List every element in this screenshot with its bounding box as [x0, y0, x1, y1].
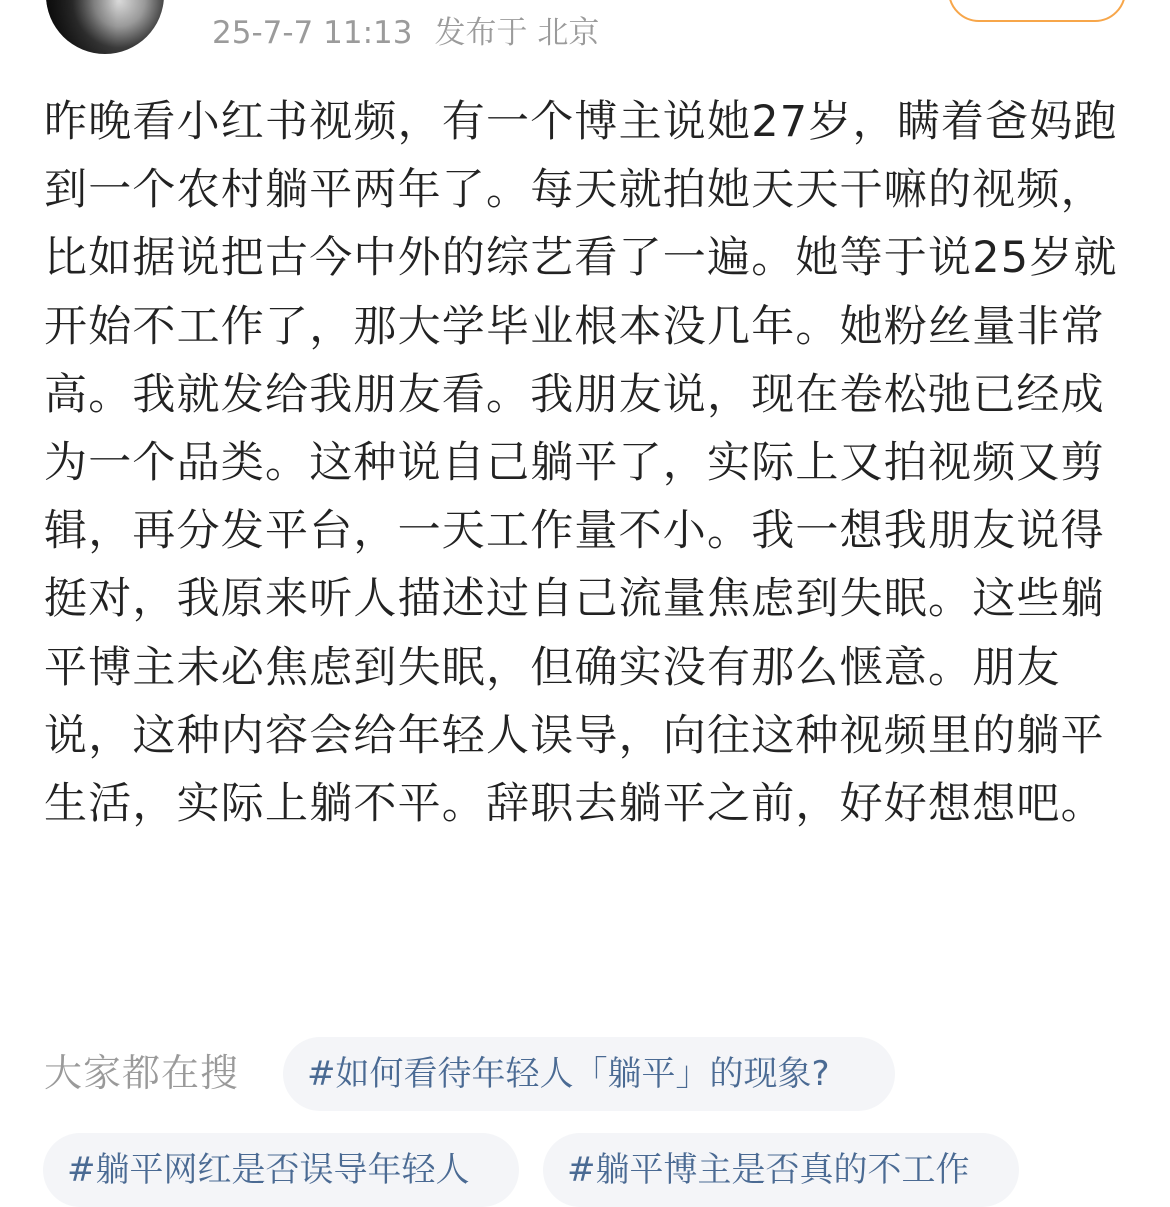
topic-chip-blogger-not-working[interactable]: #躺平博主是否真的不工作 [543, 1133, 1019, 1207]
author-avatar[interactable] [46, 0, 164, 54]
trending-search-label: 大家都在搜 [44, 1051, 240, 1095]
post-meta [212, 10, 599, 56]
avatar-image [46, 0, 117, 54]
topic-chip-lying-flat-phenomenon[interactable]: #如何看待年轻人「躺平」的现象? [283, 1037, 895, 1111]
post-location: 发布于 北京 [434, 15, 600, 51]
follow-button[interactable] [948, 0, 1126, 22]
post-timestamp: 25-7-7 11:13 [212, 15, 413, 51]
topic-chip-influencer-misleading[interactable]: #躺平网红是否误导年轻人 [43, 1133, 519, 1207]
post-text: 昨晚看小红书视频，有一个博主说她27岁，瞒着爸妈跑到一个农村躺平两年了。每天就拍她天天干嘛的视频，比如据说把古今中外的综艺看了一遍。她等于说25岁就开始不工作了，那大学毕业根本没几年。她粉丝量非常高。我就发给我朋友看。我朋友说，现在卷松弛已经成为一个品类。这种说自己躺平了，实际上又拍视频又剪辑，再分发平台，一天工作量不小。我一想我朋友说得挺对，我原来听人描述过自己流量焦虑到失眠。这些躺平博主未必焦虑到失眠，但确实没有那么惬意。朋友说，这种内容会给年轻人误导，向往这种视频里的躺平生活，实际上躺不平。辞职去躺平之前，好好想想吧。 [44, 97, 1118, 830]
